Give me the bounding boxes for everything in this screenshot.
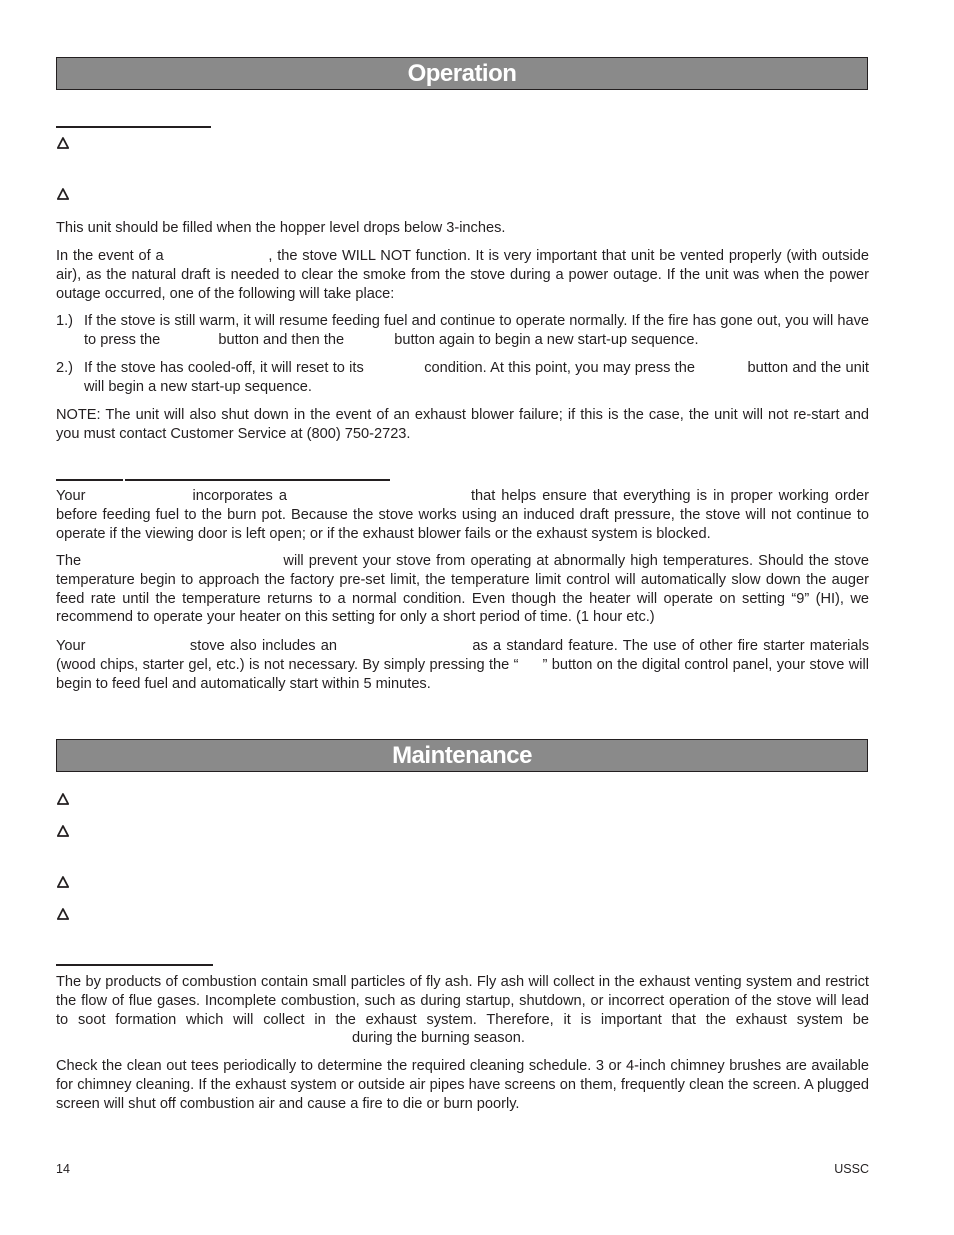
section-underline (56, 479, 123, 481)
note-paragraph: NOTE: The unit will also shut down in the event of an exhaust blower failure; if this is the case, the unit will not re-start and you must contact Customer Service at (800) 750-2723. (56, 407, 869, 442)
power-outage-paragraph: In the event of a , the stove WILL NOT function. It is very important that unit be vented properly (with outside air), as the natural draft is needed to clear the smoke from the stove during a power outage. If the unit was when the power outage occurred, one of the following will take place: (56, 248, 869, 302)
igniter-paragraph: Your stove also includes an as a standard feature. The use of other fire starter materials (wood chips, starter gel, etc.) is not necessary. By simply pressing the “ ” button on the digital control panel, your stove will begin to feed fuel and automatically start within 5 minutes. (56, 638, 869, 692)
warning-triangle-icon (57, 793, 69, 805)
warning-triangle-icon (57, 876, 69, 888)
list-number: 1.) (56, 313, 74, 329)
maintenance-heading: Maintenance (56, 739, 868, 772)
list-item: If the stove has cooled-off, it will reset to its condition. At this point, you may press the button and the unit will begin a new start-up sequence. (84, 360, 869, 395)
temperature-limit-paragraph: The will prevent your stove from operating at abnormally high temperatures. Should the stove temperature begin to approach the factory pre-set limit, the temperature limit control will automatically slow down the auger feed rate until the temperature returns to a normal condition. Even though the heater will operate on setting “9” (HI), we recommend to operate your heater on this setting for only a short period of time. (1 hour etc.) (56, 553, 869, 626)
section-underline (56, 964, 213, 966)
safety-paragraph: Your incorporates a that helps ensure that everything is in proper working order before feeding fuel to the burn pot. Because the stove works using an induced draft pressure, the stove will not continue to operate if the viewing door is left open; or if the exhaust blower fails or the exhaust system is blocked. (56, 488, 869, 542)
operation-heading: Operation (56, 57, 868, 90)
list-item: If the stove is still warm, it will resume feeding fuel and continue to operate normally. If the fire has gone out, you will have to press the button and then the button again to begin a new start-up sequence. (84, 313, 869, 348)
section-underline (56, 126, 211, 128)
fly-ash-paragraph: The by products of combustion contain small particles of fly ash. Fly ash will collect in the exhaust venting system and restrict the flow of flue gases. Incomplete combustion, such as during startup, shutdown, or incorrect operation of the stove will lead to soot formation which will collect in the exhaust system. Therefore, it is important that the exhaust system be during the burning season. (56, 974, 869, 1047)
warning-triangle-icon (57, 137, 69, 149)
footer-brand: USSC (834, 1162, 869, 1176)
list-number: 2.) (56, 360, 74, 376)
section-underline (125, 479, 390, 481)
warning-triangle-icon (57, 908, 69, 920)
page-number: 14 (56, 1162, 70, 1176)
fill-instruction: This unit should be filled when the hopper level drops below 3-inches. (56, 220, 506, 236)
warning-triangle-icon (57, 825, 69, 837)
clean-out-paragraph: Check the clean out tees periodically to determine the required cleaning schedule. 3 or 4-inch chimney brushes are available for chimney cleaning. If the exhaust system or outside air pipes have screens on them, frequently clean the screen. A plugged screen will shut off combustion air and cause a fire to die or burn poorly. (56, 1058, 869, 1112)
warning-triangle-icon (57, 188, 69, 200)
